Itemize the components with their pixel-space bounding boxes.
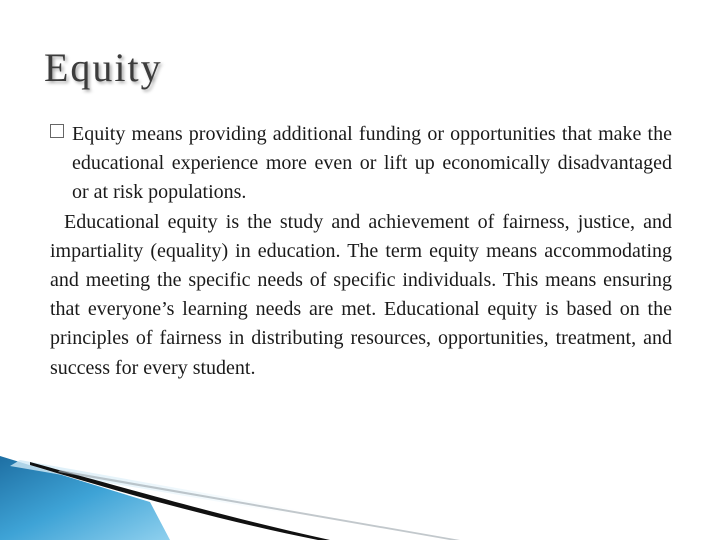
decorative-swoosh — [0, 440, 720, 540]
equity-paragraph: Educational equity is the study and achievement of fairness, justice, and impartiality (equality) in education. The term equity means accommodating and meeting the specific needs of specific individuals. This means ensuring that everyone’s learning needs are met. Educational equity is based on the principles of fairness in distributing resources, opportunities, treatment, and success for every student. — [50, 210, 672, 379]
empty-square-bullet-icon — [50, 124, 64, 138]
bullet-paragraph — [50, 120, 672, 208]
bullet-text: Equity means providing additional funding or opportunities that make the educational experience more even or lift up economically disadvantaged or at risk populations. — [72, 123, 672, 204]
slide-title: Equity — [44, 45, 163, 90]
slide-body — [50, 120, 672, 383]
